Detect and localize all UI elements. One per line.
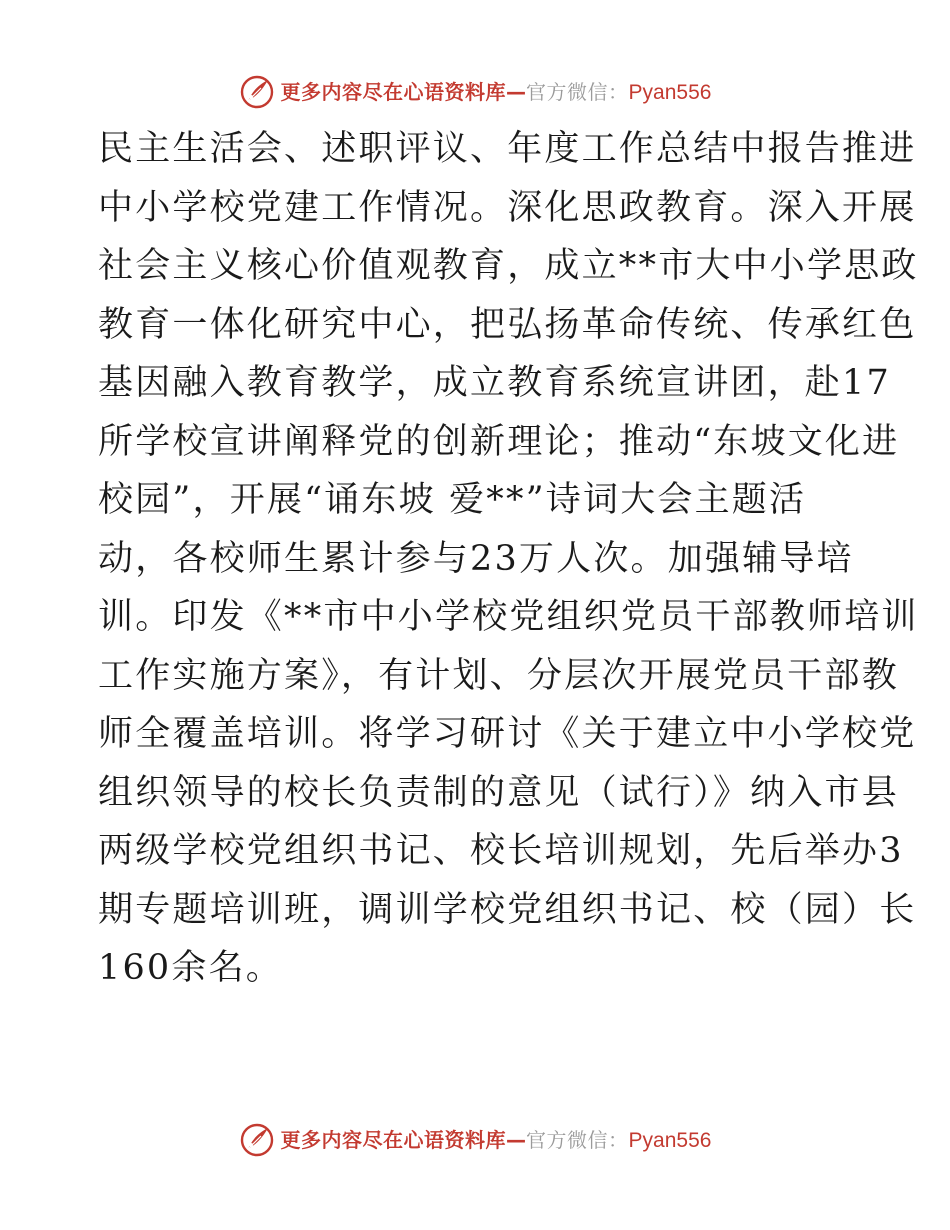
document-body — [98, 120, 919, 998]
footer-banner-text — [281, 1130, 712, 1151]
header-banner-dash: — — [506, 80, 527, 104]
quill-circle-icon — [239, 1122, 275, 1158]
footer-banner-dash: — — [506, 1128, 527, 1152]
header-banner — [0, 72, 950, 112]
body-line: 所学校宣讲阐释党的创新理论；推动“东坡文化进 — [98, 421, 900, 462]
body-line: 训。印发《**市中小学校党组织党员干部教师培训 — [98, 597, 919, 637]
body-line: 组织领导的校长负责制的意见（试行）》纳入市县 — [98, 772, 899, 813]
footer-banner-wechat-handle: Pyan556 — [628, 1128, 712, 1152]
header-banner-text — [281, 82, 712, 103]
body-line: 期专题培训班，调训学校党组织书记、校（园）长 — [98, 889, 917, 930]
body-line: 两级学校党组织书记、校长培训规划，先后举办3 — [98, 831, 904, 871]
body-line: 160余名。 — [98, 948, 284, 988]
footer-banner-wechat-label: 官方微信： — [526, 1128, 629, 1152]
body-line: 民主生活会、述职评议、年度工作总结中报告推进 — [98, 129, 917, 169]
body-line: 动，各校师生累计参与23万人次。加强辅导培 — [98, 538, 854, 579]
header-banner-title: 更多内容尽在心语资料库 — [280, 80, 507, 104]
body-line: 校园”，开展“诵东坡 爱**”诗词大会主题活 — [98, 480, 807, 520]
footer-banner-title: 更多内容尽在心语资料库 — [280, 1128, 507, 1152]
body-line: 教育一体化研究中心，把弘扬革命传统、传承红色 — [98, 304, 917, 345]
footer-banner — [0, 1120, 950, 1160]
header-banner-wechat-label: 官方微信： — [526, 80, 629, 104]
header-banner-wechat-handle: Pyan556 — [628, 80, 712, 104]
body-line: 工作实施方案》，有计划、分层次开展党员干部教 — [98, 655, 899, 696]
body-line: 中小学校党建工作情况。深化思政教育。深入开展 — [98, 187, 917, 228]
body-line: 基因融入教育教学，成立教育系统宣讲团，赴17 — [98, 363, 891, 403]
body-line: 社会主义核心价值观教育，成立**市大中小学思政 — [98, 246, 919, 286]
body-line: 师全覆盖培训。将学习研讨《关于建立中小学校党 — [98, 714, 917, 754]
quill-circle-icon — [239, 74, 275, 110]
